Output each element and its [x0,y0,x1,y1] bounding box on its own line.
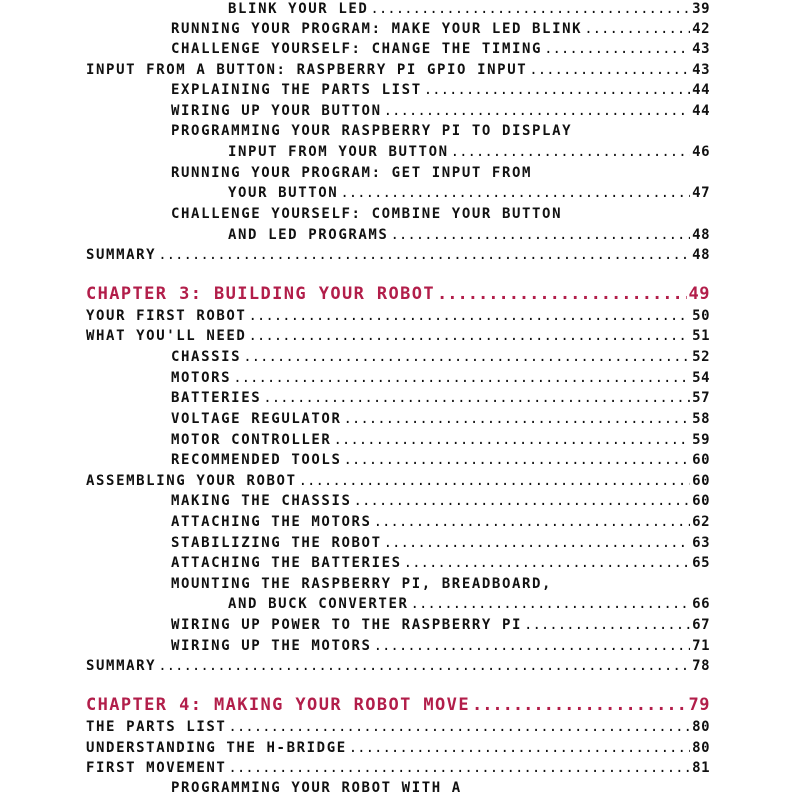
dot-leader [228,718,690,736]
toc-entry-page: 60 [692,452,710,468]
toc-entry-page: 67 [692,617,710,633]
dot-leader [472,695,687,715]
toc-entry-title: ATTACHING THE BATTERIES [171,555,402,571]
toc-entry [171,451,710,469]
dot-leader [374,637,691,655]
dot-leader [451,143,691,161]
toc-entry-title: ASSEMBLING YOUR ROBOT [86,473,297,489]
toc-entry [228,143,710,161]
toc-entry-title: RUNNING YOUR PROGRAM: MAKE YOUR LED BLINK [171,21,583,37]
toc-entry [228,226,710,244]
dot-leader [411,595,691,613]
toc-entry-page: 78 [692,658,710,674]
toc-entry-title: PROGRAMMING YOUR ROBOT WITH A [171,780,462,796]
dot-leader [248,327,690,345]
toc-entry-title: MAKING THE CHASSIS [171,493,352,509]
toc-entry [171,389,710,407]
toc-entry-title: MOTORS [171,370,232,386]
toc-entry [171,492,710,510]
toc-entry [171,122,710,140]
dot-leader [228,759,690,777]
toc-entry-title: YOUR FIRST ROBOT [86,308,247,324]
dot-leader [233,369,690,387]
toc-entry-title: UNDERSTANDING THE H-BRIDGE [86,740,347,756]
dot-leader [344,451,691,469]
toc-entry [171,616,710,634]
dot-leader [349,739,690,757]
toc-entry-page: 60 [692,493,710,509]
toc-entry-page: 50 [692,308,710,324]
toc-entry-title: WHAT YOU'LL NEED [86,328,247,344]
toc-entry [171,779,710,797]
toc-entry [171,513,710,531]
dot-leader [370,0,690,18]
toc-entry-page: 47 [692,185,710,201]
dot-leader [299,472,691,490]
toc-entry-title: ATTACHING THE MOTORS [171,514,372,530]
toc-entry [86,246,710,264]
toc-entry [171,431,710,449]
chapter-page: 49 [688,284,710,304]
toc-entry-title: AND LED PROGRAMS [228,227,389,243]
toc-entry-title: PROGRAMMING YOUR RASPBERRY PI TO DISPLAY [171,123,573,139]
toc-entry [171,534,710,552]
toc-entry-page: 80 [692,740,710,756]
dot-leader [248,307,690,325]
toc-entry [86,61,710,79]
dot-leader [340,184,690,202]
toc-entry-title: BLINK YOUR LED [228,1,369,17]
toc-entry-page: 44 [692,103,710,119]
toc-entry-page: 58 [692,411,710,427]
toc-entry-title: STABILIZING THE ROBOT [171,535,382,551]
toc-entry-page: 81 [692,760,710,776]
toc-entry-title: YOUR BUTTON [228,185,339,201]
toc-entry [171,102,710,120]
toc-entry-page: 66 [692,596,710,612]
toc-entry-page: 39 [692,1,710,17]
dot-leader [158,246,690,264]
toc-entry-page: 51 [692,328,710,344]
chapter-title: CHAPTER 4: MAKING YOUR ROBOT MOVE [86,695,470,715]
toc-entry-page: 62 [692,514,710,530]
dot-leader [374,513,691,531]
toc-entry [228,595,710,613]
toc-entry-title: BATTERIES [171,390,262,406]
toc-entry-title: CHALLENGE YOURSELF: COMBINE YOUR BUTTON [171,206,563,222]
toc-entry-page: 60 [692,473,710,489]
toc-entry-page: 59 [692,432,710,448]
toc-entry-title: RECOMMENDED TOOLS [171,452,342,468]
dot-leader [524,616,690,634]
dot-leader [529,61,690,79]
toc-entry-page: 43 [692,62,710,78]
toc-entry [171,205,710,223]
dot-leader [333,431,690,449]
toc-entry-title: THE PARTS LIST [86,719,227,735]
toc-entry [86,657,710,675]
toc-entry-page: 43 [692,41,710,57]
chapter-title: CHAPTER 3: BUILDING YOUR ROBOT [86,284,436,304]
toc-entry [171,369,710,387]
toc-entry-page: 46 [692,144,710,160]
toc-entry-page: 54 [692,370,710,386]
toc-entry [171,164,710,182]
toc-entry-page: 48 [692,227,710,243]
toc-entry [86,739,710,757]
toc-entry [171,575,710,593]
toc-entry [171,20,710,38]
toc-entry-page: 63 [692,535,710,551]
dot-leader [384,102,691,120]
toc-entry [86,759,710,777]
toc-entry-page: 52 [692,349,710,365]
dot-leader [344,410,691,428]
toc-entry [228,0,710,18]
dot-leader [384,534,691,552]
toc-entry-page: 48 [692,247,710,263]
chapter-heading [86,284,710,304]
toc-entry-title: AND BUCK CONVERTER [228,596,409,612]
toc-entry [171,637,710,655]
toc-entry-title: INPUT FROM A BUTTON: RASPBERRY PI GPIO INPUT [86,62,528,78]
dot-leader [263,389,690,407]
dot-leader [243,348,690,366]
toc-entry-title: MOTOR CONTROLLER [171,432,332,448]
toc-entry-title: WIRING UP THE MOTORS [171,638,372,654]
toc-entry [171,348,710,366]
toc-entry [171,554,710,572]
toc-entry-title: WIRING UP POWER TO THE RASPBERRY PI [171,617,523,633]
toc-entry [86,718,710,736]
toc-entry-title: MOUNTING THE RASPBERRY PI, BREADBOARD, [171,576,553,592]
toc-entry-title: SUMMARY [86,247,157,263]
dot-leader [404,554,690,572]
dot-leader [424,81,690,99]
toc-entry [171,410,710,428]
dot-leader [354,492,691,510]
toc-entry-page: 65 [692,555,710,571]
toc-entry-title: CHASSIS [171,349,242,365]
dot-leader [158,657,690,675]
dot-leader [584,20,690,38]
toc-entry-title: CHALLENGE YOURSELF: CHANGE THE TIMING [171,41,543,57]
toc-entry-title: RUNNING YOUR PROGRAM: GET INPUT FROM [171,165,533,181]
toc-entry-title: VOLTAGE REGULATOR [171,411,342,427]
chapter-heading [86,695,710,715]
toc-entry [86,327,710,345]
toc-entry-title: WIRING UP YOUR BUTTON [171,103,382,119]
toc-entry-title: EXPLAINING THE PARTS LIST [171,82,422,98]
toc-entry [228,184,710,202]
toc-entry-title: SUMMARY [86,658,157,674]
toc-entry-page: 80 [692,719,710,735]
toc-entry-page: 71 [692,638,710,654]
toc-entry-title: FIRST MOVEMENT [86,760,227,776]
toc-entry [171,81,710,99]
dot-leader [390,226,690,244]
toc-entry [171,40,710,58]
toc-entry-title: INPUT FROM YOUR BUTTON [228,144,449,160]
toc-entry-page: 42 [692,21,710,37]
toc-entry [86,472,710,490]
chapter-page: 79 [688,695,710,715]
toc-entry-page: 44 [692,82,710,98]
toc-entry [86,307,710,325]
dot-leader [437,284,686,304]
dot-leader [544,40,690,58]
toc-entry-page: 57 [692,390,710,406]
